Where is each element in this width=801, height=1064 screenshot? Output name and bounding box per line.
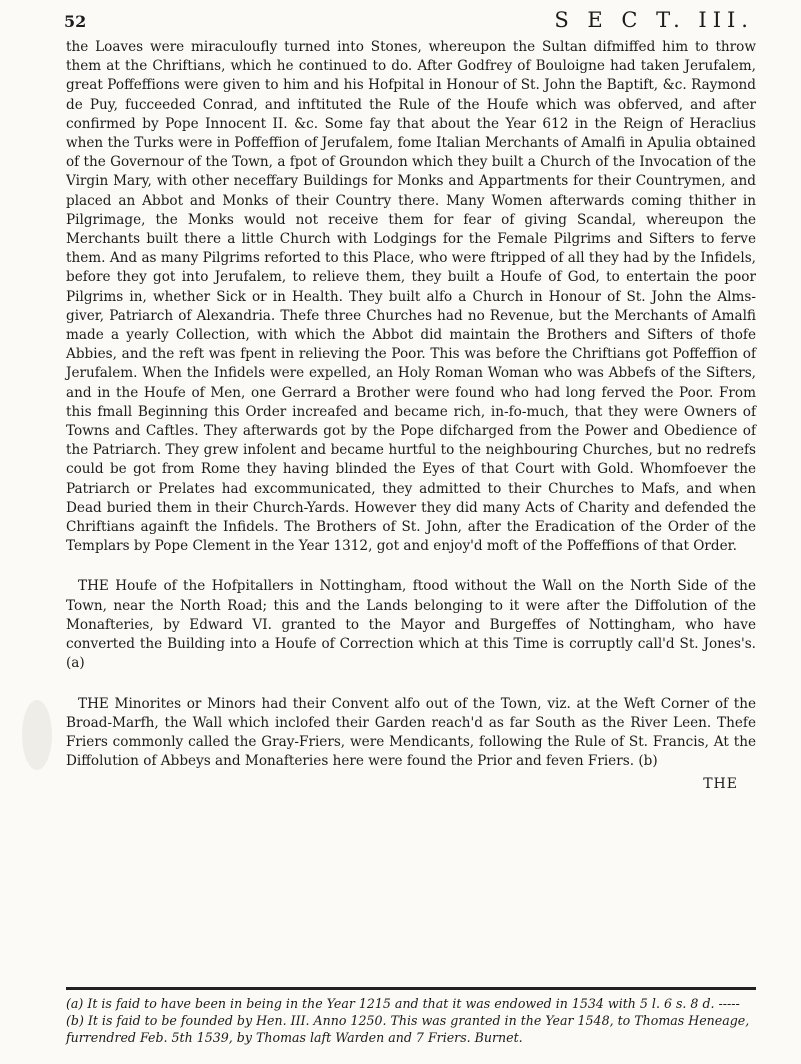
paragraph-hospitallers-history: the Loaves were miraculoufly turned into Stones, whereupon the Sultan difmiffed him to throw them at the Chriftians, which he continued to do. After Godfrey of Bouloigne had taken Jerufalem, great Poffeffions were given to him and his Hofpital in Honour of St. John the Baptift, &c. Raymond de Puy, fucceeded Conrad, and inftituted the Rule of the Houfe which was obferved, and after confirmed by Pope Innocent II. &c. Some fay that about the Year 612 in the Reign of Heraclius when the Turks were in Poffeffion of Jerufalem, fome Italian Merchants of Amalfi in Apulia obtained of the Governour of the Town, a fpot of Groundon which they built a Church of the Invocation of the Virgin Mary, with other neceffary Buildings for Monks and Appartments for their Countrymen, and placed an Abbot and Monks of their Country there. Many Women afterwards coming thither in Pilgrimage, the Monks would not receive them for fear of giving Scandal, whereupon the Merchants built there a little Church with Lodgings for the Female Pilgrims and Sifters to ferve them. And as many Pilgrims reforted to this Place, who were ftripped of all they had by the Infidels, before they got into Jerufalem, to relieve them, they built a Houfe of God, to entertain the poor Pilgrims in, whether Sick or in Health. They built alfo a Church in Honour of St. John the Alms-giver, Patriarch of Alexandria. Thefe three Churches had no Revenue, but the Merchants of Amalfi made a yearly Collection, with which the Abbot did maintain the Brothers and Sifters of thofe Abbies, and the reft was fpent in relieving the Poor. This was before the Chriftians got Poffeffion of Jerufalem. When the Infidels were expelled, an Holy Roman Woman who was Abbefs of the Sifters, and in the Houfe of Men, one Gerrard a Brother were found who had long ferved the Poor. From this fmall Beginning this Order increafed and became rich, in-fo-much, that they were Owners of Towns and Caftles. They afterwards got by the Pope difcharged from the Power and Obedience of the Patriarch. They grew infolent and became hurtful to the neighbouring Churches, but no redrefs could be got from Rome they having blinded the Eyes of that Court with Gold. Whomfoever the Patriarch or Prelates had excommunicated, they admitted to their Churches to Mafs, and when Dead buried them in their Church-Yards. However they did many Acts of Charity and defended the Chriftians againft the Infidels. The Brothers of St. John, after the Eradication of the Order of the Templars by Pope Clement in the Year 1312, got and enjoy'd moft of the Poffeffions of that Order. (66, 39, 756, 555)
body-text (66, 38, 756, 795)
footnote: (a) It is faid to have been in being in the Year 1215 and that it was endowed in 1534 with 5 l. 6 s. 8 d. ----- (b) It is faid to be founded by Hen. III. Anno 1250. This was granted in the Year 1548, to Thomas Heneage, furrendred Feb. 5th 1539, by Thomas laft Warden and 7 Friers. Burnet. (66, 996, 750, 1045)
paper-stain (22, 700, 52, 770)
page-header (64, 8, 754, 34)
running-head: S E C T. III. (554, 8, 754, 32)
paragraph-minorites: THE Minorites or Minors had their Convent alfo out of the Town, viz. at the Weft Corner of the Broad-Marfh, the Wall which inclofed their Garden reach'd as far South as the River Leen. Thefe Friers commonly called the Gray-Friers, were Mendicants, following the Rule of St. Francis, At the Diffolution of Abbeys and Monafteries here were found the Prior and feven Friers. (b) (66, 695, 756, 770)
footnotes (66, 995, 756, 1046)
paragraph-nottingham-hospitallers: THE Houfe of the Hofpitallers in Nottingham, ftood without the Wall on the North Side of the Town, near the North Road; this and the Lands belonging to it were after the Diffolution of the Monafteries, by Edward VI. granted to the Mayor and Burgeffes of Nottingham, who have converted the Building into a Houfe of Correction which at this Time is corruptly call'd St. Jones's. (a) (66, 578, 756, 672)
page-number: 52 (64, 12, 87, 31)
catchword: THE (703, 776, 738, 793)
footnote-divider (66, 987, 756, 990)
